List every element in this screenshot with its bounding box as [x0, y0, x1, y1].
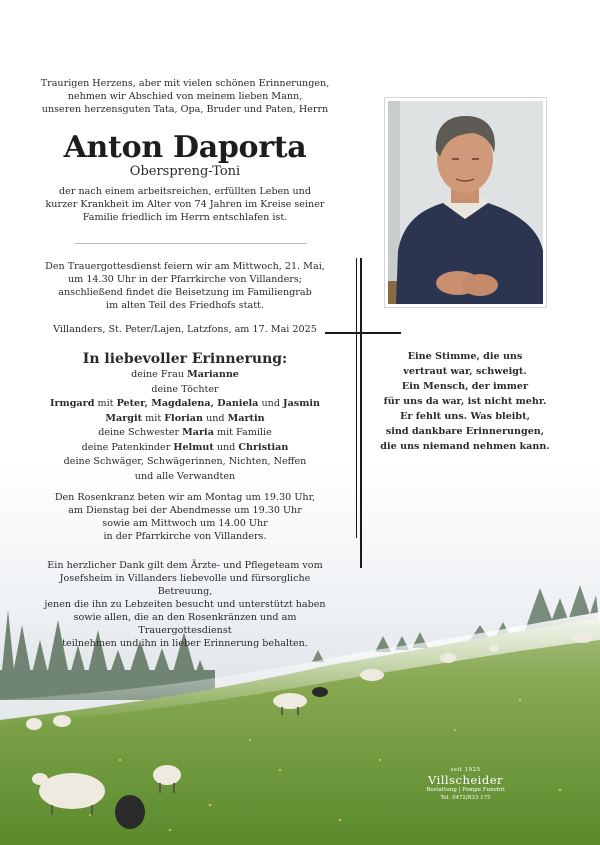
memory-heading: In liebevoller Erinnerung:	[82, 351, 288, 367]
poem-line: Ein Mensch, der immer	[401, 381, 529, 392]
poem-line: Eine Stimme, die uns	[407, 351, 523, 362]
rosary-line: Den Rosenkranz beten wir am Montag um 19.30 Uhr,	[54, 492, 316, 503]
relative-godchildren: deine Patenkinder Helmut und Christian	[81, 441, 289, 453]
intro-text	[40, 77, 330, 116]
service-line: im alten Teil des Friedhofs statt.	[106, 300, 264, 311]
logo-name: Villscheider	[427, 773, 504, 787]
portrait-photo	[388, 101, 543, 304]
relatives-list	[40, 368, 330, 484]
bio-line: kurzer Krankheit im Alter von 74 Jahren im Kreise seiner	[45, 199, 325, 210]
cross-vertical	[360, 258, 362, 568]
rosary-text	[40, 491, 330, 543]
rosary-line: sowie am Mittwoch um 14.00 Uhr	[102, 518, 268, 529]
divider	[75, 243, 307, 244]
thanks-line: Josefsheim in Villanders liebevolle und fürsorgliche Betreuung,	[59, 573, 311, 597]
relative-others: und alle Verwandten	[134, 470, 236, 482]
rosary-line: am Dienstag bei der Abendmesse um 19.30 Uhr	[68, 505, 302, 516]
rosary-line: in der Pfarrkirche von Villanders.	[103, 531, 267, 542]
bio-text	[40, 185, 330, 224]
bio-line: der nach einem arbeitsreichen, erfüllten Leben und	[59, 186, 311, 197]
relative-sister: deine Schwester Maria mit Familie	[98, 427, 272, 438]
relative-daughters-label: deine Töchter	[151, 383, 219, 395]
logo-since: seit 1925	[450, 767, 481, 773]
intro-line: nehmen wir Abschied von meinem lieben Mann,	[67, 91, 303, 102]
place-date: Villanders, St. Peter/Lajen, Latzfons, am 17. Mai 2025	[53, 324, 317, 335]
poem-line: sind dankbare Erinnerungen,	[385, 426, 545, 437]
thanks-line: sowie allen, die an den Rosenkränzen und am Trauergottesdienst	[73, 612, 297, 636]
poem-line: für uns da war, ist nicht mehr.	[383, 396, 547, 407]
relative-daughter-2: Margit mit Florian und Martin	[105, 412, 265, 424]
logo-subtitle: Bestattung | Pompe Funebri	[426, 787, 505, 793]
poem	[380, 349, 550, 454]
poem-line: Er fehlt uns. Was bleibt,	[400, 411, 530, 422]
cross-vertical-thin	[356, 258, 357, 538]
deceased-nickname: Oberspreng-Toni	[129, 164, 241, 179]
service-line: um 14.30 Uhr in der Pfarrkirche von Villanders;	[68, 274, 302, 285]
relative-daughter-1: Irmgard mit Peter, Magdalena, Daniela und Jasmin	[50, 398, 320, 409]
thanks-text	[40, 559, 330, 650]
cross-horizontal	[325, 332, 401, 334]
service-line: Den Trauergottesdienst feiern wir am Mittwoch, 21. Mai,	[45, 261, 325, 272]
relative-inlaws: deine Schwäger, Schwägerinnen, Nichten, Neffen	[63, 456, 307, 467]
relative-wife: deine Frau Marianne	[131, 369, 239, 380]
thanks-line: teilnehmen und ihn in lieber Erinnerung behalten.	[62, 638, 308, 649]
poem-line: vertraut war, schweigt.	[403, 366, 527, 377]
service-line: anschließend findet die Beisetzung im Familiengrab	[58, 287, 312, 298]
thanks-line: Ein herzlicher Dank gilt dem Ärzte- und Pflegeteam vom	[47, 560, 323, 571]
thanks-line: jenen die ihn zu Lebzeiten besucht und unterstützt haben	[44, 599, 326, 610]
funeral-service-text	[40, 260, 330, 312]
portrait-photo-frame	[384, 97, 547, 308]
intro-line: Traurigen Herzens, aber mit vielen schönen Erinnerungen,	[40, 78, 330, 89]
logo-phone: Tel. 0472/833 175	[440, 795, 491, 801]
intro-line: unseren herzensguten Tata, Opa, Bruder und Paten, Herrn	[41, 104, 329, 115]
deceased-name: Anton Daporta	[63, 130, 307, 165]
funeral-home-logo	[418, 767, 513, 802]
bio-line: Familie friedlich im Herrn entschlafen ist.	[82, 212, 288, 223]
poem-line: die uns niemand nehmen kann.	[380, 441, 550, 452]
